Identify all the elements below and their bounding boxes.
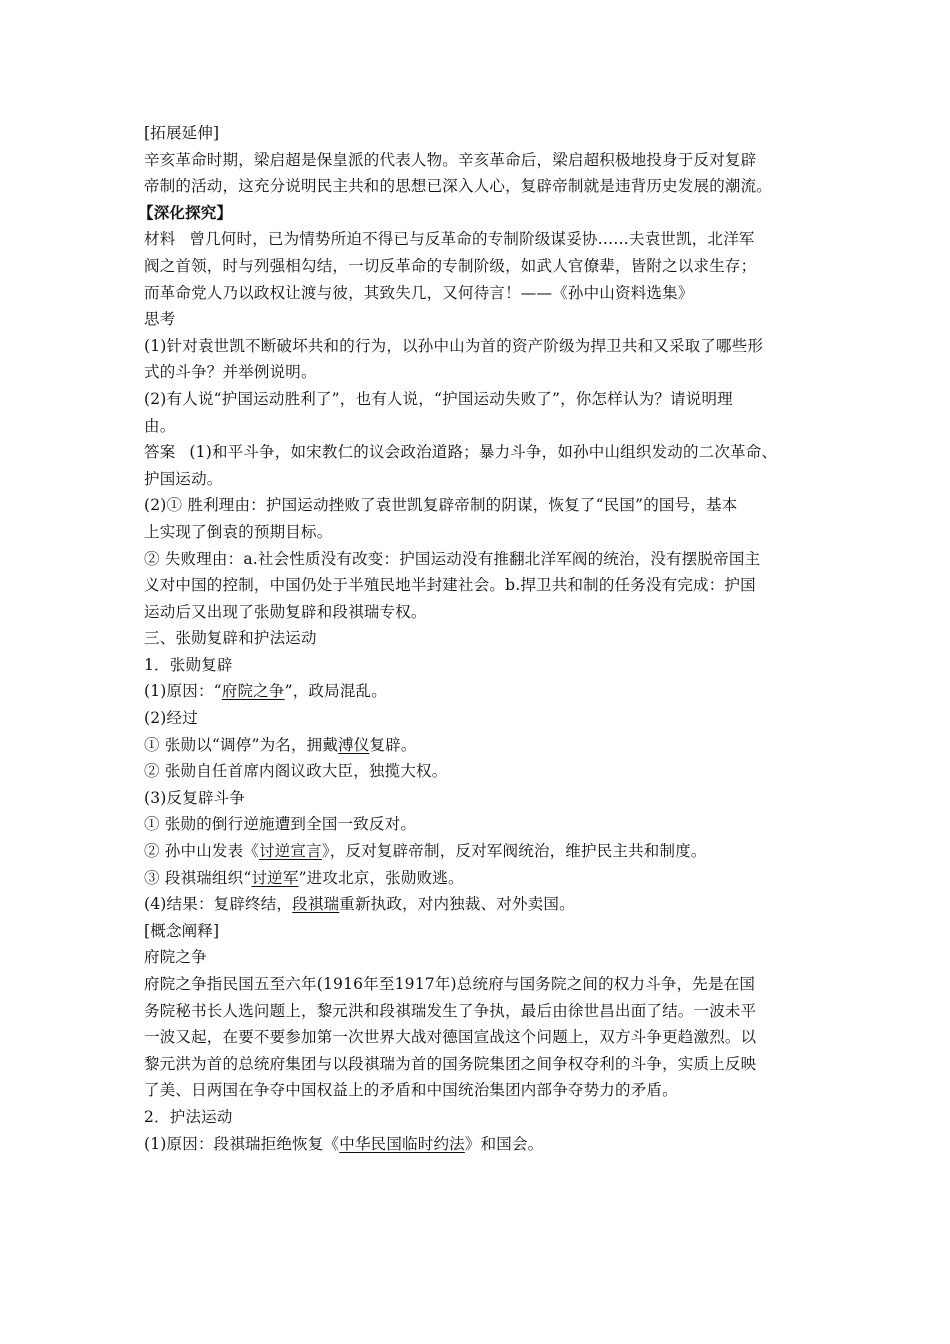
- concept-term: 府院之争: [144, 948, 207, 967]
- question-line-2: 式的斗争？并举例说明。: [144, 363, 317, 382]
- think-label: 思考: [144, 310, 176, 329]
- document-page: [138, 120, 812, 1157]
- cause-keyword: 府院之争: [221, 682, 285, 701]
- law-cause-post: 》和国会。: [464, 1134, 544, 1153]
- law-cause-pre: (1)原因：段祺瑞拒绝恢复《: [144, 1134, 340, 1153]
- material-line-2: 阀之首领，时与列强相勾结，一切反革命的专制阶级，如武人官僚辈，皆附之以求生存；: [144, 256, 757, 275]
- s2-post: 》，反对复辟帝制，反对军阀统治，维护民主共和制度。: [321, 842, 707, 861]
- p1-keyword: 溥仪: [338, 735, 370, 754]
- concept-line-2: 务院秘书长人选问题上，黎元洪和段祺瑞发生了争执，最后由徐世昌出面了结。一波未平: [144, 1001, 757, 1020]
- struggle-heading: (3)反复辟斗争: [144, 788, 246, 807]
- answer-line-7: 运动后又出现了张勋复辟和段祺瑞专权。: [144, 602, 427, 621]
- law-cause-keyword: 中华民国临时约法: [339, 1134, 465, 1153]
- process-line-2: ② 张勋自任首席内阁议政大臣，独揽大权。: [144, 762, 448, 781]
- p1-pre: ① 张勋以“调停”为名，拥戴: [144, 735, 339, 754]
- struggle-line-1: ① 张勋的倒行逆施遭到全国一致反对。: [144, 815, 417, 834]
- material-text-1: 曾几何时，已为情势所迫不得已与反革命的专制阶级谋妥协……夫袁世凯，北洋军: [189, 230, 755, 249]
- cause-post: ”，政局混乱。: [284, 682, 387, 701]
- result-line: [144, 891, 812, 918]
- section3-sub1: 1．张勋复辟: [144, 655, 233, 674]
- p1-post: 复辟。: [369, 735, 417, 754]
- extension-line-2: 帝制的活动，这充分说明民主共和的思想已深入人心，复辟帝制就是违背历史发展的潮流。: [144, 177, 773, 196]
- s3-pre: ③ 段祺瑞组织“: [144, 868, 252, 887]
- extension-line-1: 辛亥革命时期，梁启超是保皇派的代表人物。辛亥革命后，梁启超积极地投身于反对复辟: [144, 150, 757, 169]
- struggle-line-3: [144, 865, 812, 892]
- process-heading: (2)经过: [144, 709, 198, 728]
- s2-pre: ② 孙中山发表《: [144, 842, 260, 861]
- concept-line-4: 黎元洪为首的总统府集团与以段祺瑞为首的国务院集团之间争权夺利的斗争，实质上反映: [144, 1054, 757, 1073]
- law-cause-line: [144, 1131, 812, 1158]
- s2-keyword: 讨逆宣言: [259, 842, 322, 861]
- s3-keyword: 讨逆军: [251, 868, 299, 887]
- material-line-1: [144, 226, 812, 253]
- s3-post: ”进攻北京，张勋败逃。: [298, 868, 464, 887]
- extension-heading: [拓展延伸]: [144, 124, 220, 142]
- question-line-3: (2)有人说“护国运动胜利了”，也有人说，“护国运动失败了”，你怎样认为？请说明理: [144, 389, 733, 408]
- answer-line-3: (2)① 胜利理由：护国运动挫败了袁世凯复辟帝制的阴谋，恢复了“民国”的国号，基本: [144, 496, 738, 515]
- deepen-heading: 【深化探究】: [138, 202, 233, 222]
- answer-line-1: [144, 439, 812, 466]
- cause-pre: (1)原因：“: [144, 682, 222, 701]
- material-line-3: 而革命党人乃以政权让渡与彼，其致失几，又何待言！——《孙中山资料选集》: [144, 283, 694, 302]
- concept-line-1: 府院之争指民国五至六年(1916年至1917年)总统府与国务院之间的权力斗争，先是在国: [144, 975, 756, 993]
- section3-heading: 三、张勋复辟和护法运动: [144, 629, 317, 648]
- answer-text-1: (1)和平斗争，如宋教仁的议会政治道路；暴力斗争，如孙中山组织发动的二次革命、: [189, 443, 778, 462]
- material-label: 材料: [144, 230, 176, 249]
- answer-label: 答案: [144, 443, 176, 462]
- process-line-1: [144, 732, 812, 759]
- question-line-4: 由。: [144, 416, 176, 435]
- concept-heading: [概念阐释]: [144, 921, 220, 940]
- answer-line-4: 上实现了倒袁的预期目标。: [144, 522, 333, 541]
- result-pre: (4)结果：复辟终结，: [144, 895, 293, 914]
- result-post: 重新执政，对内独裁、对外卖国。: [339, 895, 575, 914]
- question-line-1: (1)针对袁世凯不断破坏共和的行为，以孙中山为首的资产阶级为捍卫共和又采取了哪些形: [144, 336, 764, 355]
- answer-line-5: ② 失败理由：a.社会性质没有改变：护国运动没有推翻北洋军阀的统治，没有摆脱帝国主: [144, 549, 761, 568]
- struggle-line-2: [144, 838, 812, 865]
- answer-line-2: 护国运动。: [144, 469, 223, 488]
- result-keyword: 段祺瑞: [292, 895, 340, 914]
- concept-line-5: 了美、日两国在争夺中国权益上的矛盾和中国统治集团内部争夺势力的矛盾。: [144, 1081, 678, 1100]
- section-law-sub2: 2．护法运动: [144, 1107, 233, 1126]
- answer-line-6: 义对中国的控制，中国仍处于半殖民地半封建社会。b.捍卫共和制的任务没有完成：护国: [144, 576, 756, 595]
- concept-line-3: 一波又起，在要不要参加第一次世界大战对德国宣战这个问题上，双方斗争更趋激烈。以: [144, 1028, 757, 1047]
- cause-line: [144, 678, 812, 705]
